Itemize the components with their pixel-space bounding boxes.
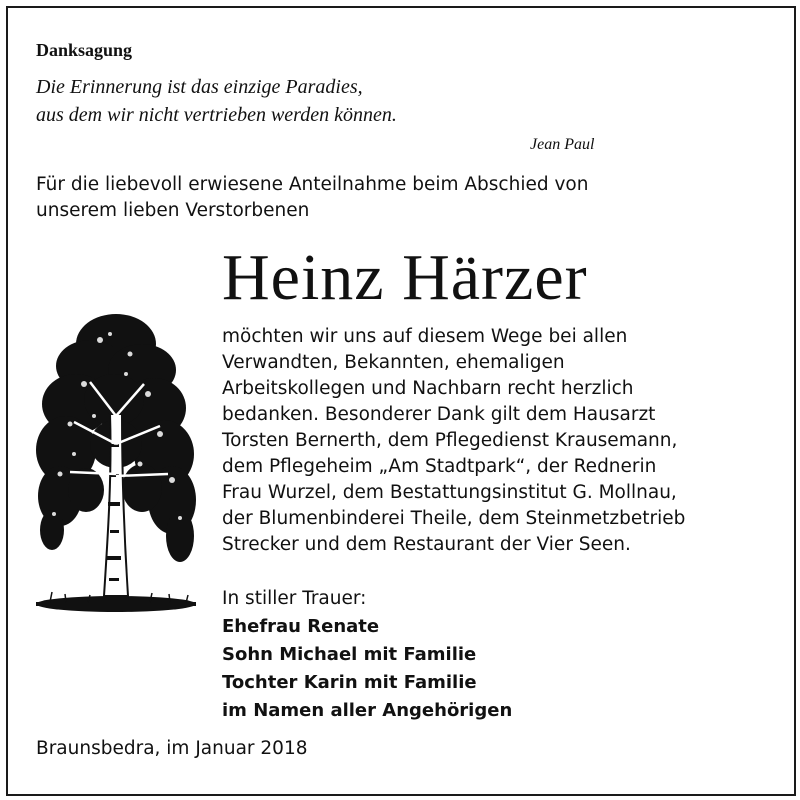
body-line: Strecker und dem Restaurant der Vier Seen. (222, 534, 631, 555)
quote-line-1: Die Erinnerung ist das einzige Paradies, (36, 76, 363, 98)
body-line: möchten wir uns auf diesem Wege bei allen (222, 326, 628, 347)
body-line: bedanken. Besonderer Dank gilt dem Hausarzt (222, 404, 656, 425)
body-line: der Blumenbinderei Theile, dem Steinmetzbetrieb (222, 508, 686, 529)
body-line: Torsten Bernerth, dem Pflegedienst Krausemann, (222, 430, 678, 451)
body-line: dem Pflegeheim „Am Stadtpark“, der Rednerin (222, 456, 657, 477)
mourner-line: im Namen aller Angehörigen (222, 700, 513, 721)
deceased-name: Heinz Härzer (222, 241, 588, 314)
body-line: Verwandten, Bekannten, ehemaligen (222, 352, 565, 373)
mourner-line: Tochter Karin mit Familie (222, 672, 477, 693)
body-line: Arbeitskollegen und Nachbarn recht herzlich (222, 378, 634, 399)
intro-line-1: Für die liebevoll erwiesene Anteilnahme beim Abschied von (36, 174, 589, 195)
notice-heading: Danksagung (36, 40, 133, 60)
quote-line-2: aus dem wir nicht vertrieben werden können. (36, 104, 397, 126)
mourner-line: Ehefrau Renate (222, 616, 380, 637)
mourner-line: Sohn Michael mit Familie (222, 644, 477, 665)
quote-author: Jean Paul (530, 136, 595, 153)
birch-tree-icon (30, 304, 202, 626)
mourning-intro: In stiller Trauer: (222, 588, 367, 609)
body-line: Frau Wurzel, dem Bestattungsinstitut G. Mollnau, (222, 482, 677, 503)
place-date: Braunsbedra, im Januar 2018 (36, 738, 308, 759)
intro-line-2: unserem lieben Verstorbenen (36, 200, 310, 221)
